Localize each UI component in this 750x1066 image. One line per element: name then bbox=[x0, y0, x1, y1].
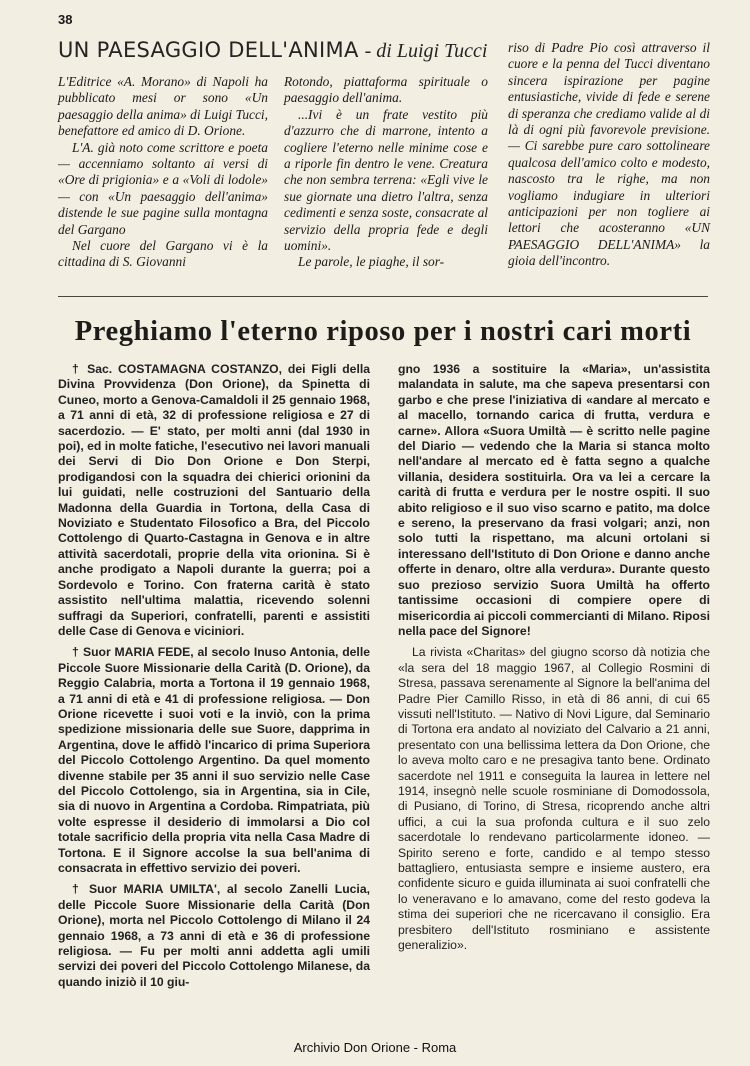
obituary-column-right bbox=[398, 362, 710, 959]
article-paragraph: riso di Padre Pio così attraverso il cuore e la penna del Tucci diventano sincera ispirazione per pagine entusiastiche, vivide di fede e serene di speranza che crediamo valide al di là di ogni più favorevole previsione. — Ci sarebbe pure caro sottolineare qualcosa dell'amico colto e modesto, nascosto tra le righe, ma non vogliamo indugiare in ulteriori anticipazioni per non togliere ai lettori che acosteranno «UN PAESAGGIO DELL'ANIMA» la gioia dell'incontro. bbox=[508, 40, 710, 269]
article-byline: - di Luigi Tucci bbox=[364, 40, 488, 62]
obituary-entry: † Suor MARIA FEDE, al secolo Inuso Antonia, delle Piccole Suore Missionarie della Carità (D. Orione), da Reggio Calabria, morta a Tortona il 19 gennaio 1968, a 71 anni di età e 41 di professione religiosa. — Don Orione ricevette i suoi voti e la inviò, con la prima spedizione missionaria delle sue Suore, dapprima in Argentina, dove le affidò l'incarico di prima Superiora del Piccolo Cottolengo Argentino. Da quel momento divenne stabile per 35 anni il suo servizio nelle Case del Piccolo Cottolengo, sia in Argentina, sia in Cile, sia di nuovo in Argentina a Cordoba. Rimpatriata, più volte espresse il desiderio di immolarsi a Dio col totale sacrificio della propria vita nella Casa Madre di Tortona. E il Signore accolse la sua bell'anima di consacrata in effettivo servizio dei poveri. bbox=[58, 645, 370, 875]
article-column-3 bbox=[508, 40, 710, 270]
article-paragraph: ...Ivi è un frate vestito più d'azzurro che di marrone, intento a cogliere l'eterno nelle minime cose e a riporle fin dentro le vene. Creatura che non sembra terrena: «Egli vive le sue giornate una dietro l'altra, senza cedimenti e senza soste, consacrate al servizio della propria fede e degli uomini». bbox=[284, 106, 488, 254]
obituary-entry: gno 1936 a sostituire la «Maria», un'assistita malandata in salute, ma che sapeva presentarsi con garbo e che prese l'iniziativa di «andare al mercato e al macello, tornando carica di frutta, verdura e carne». Allora «Suora Umiltà — è scritto nelle pagine del Diario — vedendo che la Maria si stanca molto nell'andare al mercato ed è fatta segno a qualche villania, desidera sostituirla. Ora va lei a cercare la carità di frutta e verdura per le nostre ospiti. Il suo abito religioso e il suo viso scarno e patito, ma dolce e sereno, la preservano da frasi volgari; anzi, non solo tutti la rispettano, ma alcuni ortolani si interessano dell'Istituto di Don Orione e danno anche offerte in denaro, oltre alla verdura». Durante questo suo prezioso servizio Suora Umiltà ha offerto tantissime occasioni di compiere opere di misericordia ai piccoli commercianti di Milano. Riposi nella pace del Signore! bbox=[398, 362, 710, 638]
obituary-entry: † Suor MARIA UMILTA', al secolo Zanelli Lucia, delle Piccole Suore Missionarie della Carità (Don Orione), morta nel Piccolo Cottolengo di Milano il 24 gennaio 1968, a 73 anni di età e 36 di professione religiosa. — Fu per molti anni addetta agli umili servizi dei poveri del Piccolo Cottolengo Milanese, da quando iniziò il 10 giu- bbox=[58, 882, 370, 989]
article-paragraph: Nel cuore del Gargano vi è la cittadina di S. Giovanni bbox=[58, 238, 268, 270]
section-divider bbox=[58, 296, 708, 297]
obituary-heading: Preghiamo l'eterno riposo per i nostri cari morti bbox=[74, 316, 692, 347]
obituary-entry: † Sac. COSTAMAGNA COSTANZO, dei Figli della Divina Provvidenza (Don Orione), da Spinetta di Cuneo, morto a Genova-Camaldoli il 25 gennaio 1968, a 71 anni di età, 32 di professione religiosa e 27 di sacerdozio. — E' stato, per molti anni (dal 1930 in poi), ed in molte fatiche, l'esecutivo nei lavori manuali dei Servi di Dio Don Orione e Don Sterpi, prodigandosi con la squadra dei chierici orionini da lui guidati, nelle costruzioni del Santuario della Madonna della Guardia in Tortona, della Casa di Noviziato e Studentato Filosofico a Bra, del Piccolo Cottolengo di Quarto-Castagna in Genova e in altre attività sacerdotali, proprie della vita orionina. Si è anche prodigato a Napoli durante la guerra; poi a Sordevolo e Torino. Con fraterna carità è stato assistito nell'ultima malattia, ricevendo solenni suffragi da Superiori, confratelli, parenti e assistiti delle Case di Genova e viciniori. bbox=[58, 362, 370, 638]
article-title-line bbox=[58, 38, 498, 63]
article-paragraph: L'Editrice «A. Morano» di Napoli ha pubblicato mesi or sono «Un paesaggio della anima» di Luigi Tucci, benefattore ed amico di D. Orione. bbox=[58, 74, 268, 139]
archive-footer: Archivio Don Orione - Roma bbox=[293, 1040, 457, 1055]
page-number: 38 bbox=[58, 12, 73, 27]
obituary-column-left bbox=[58, 362, 370, 990]
article-title: UN PAESAGGIO DELL'ANIMA bbox=[58, 38, 359, 62]
article-column-2 bbox=[284, 74, 488, 271]
article-paragraph: Le parole, le piaghe, il sor- bbox=[298, 254, 445, 270]
article-paragraph: Rotondo, piattaforma spirituale o paesaggio dell'anima. bbox=[284, 74, 488, 106]
article-column-1 bbox=[58, 74, 268, 271]
obituary-entry: La rivista «Charitas» del giugno scorso dà notizia che «la sera del 18 maggio 1967, al Collegio Rosmini di Stresa, passava serenamente al Signore la bell'anima del Padre Pier Camillo Risso, in età di 86 anni, di cui 65 vissuti nell'Istituto. — Nativo di Novi Ligure, dal Seminario di Tortona era andato al noviziato del Calvario a 21 anni, presentato con una bellissima lettera da Don Orione, che lo aveva molto caro e ne presagiva tanto bene. Ordinato sacerdote nel 1911 e conseguita la laurea in lettere nel 1914, insegnò nelle scuole rosminiane di Domodossola, di Pusiano, di Torino, di Stresa, ricoprendo anche altri uffici, a cui la sua profonda cultura e il suo zelo sacerdotale lo rendevano particolarmente idoneo. — Spirito sereno e forte, candido e al tempo stesso battagliero, entusiasta sempre e insieme austero, era confidente sicuro e guida illuminata ai suoi confratelli che lo veneravano e lo amavano, come del resto godeva la stima dei superiori che ne ricercavano il consiglio. Era presbitero dell'Istituto rosminiano e assistente generalizio». bbox=[398, 645, 710, 953]
article-paragraph: L'A. già noto come scrittore e poeta — accenniamo soltanto ai versi di «Ore di prigionia» e a «Voli di lodole» — con «Un paesaggio dell'anima» distende le sue pagine sulla montagna del Gargano bbox=[58, 139, 268, 237]
